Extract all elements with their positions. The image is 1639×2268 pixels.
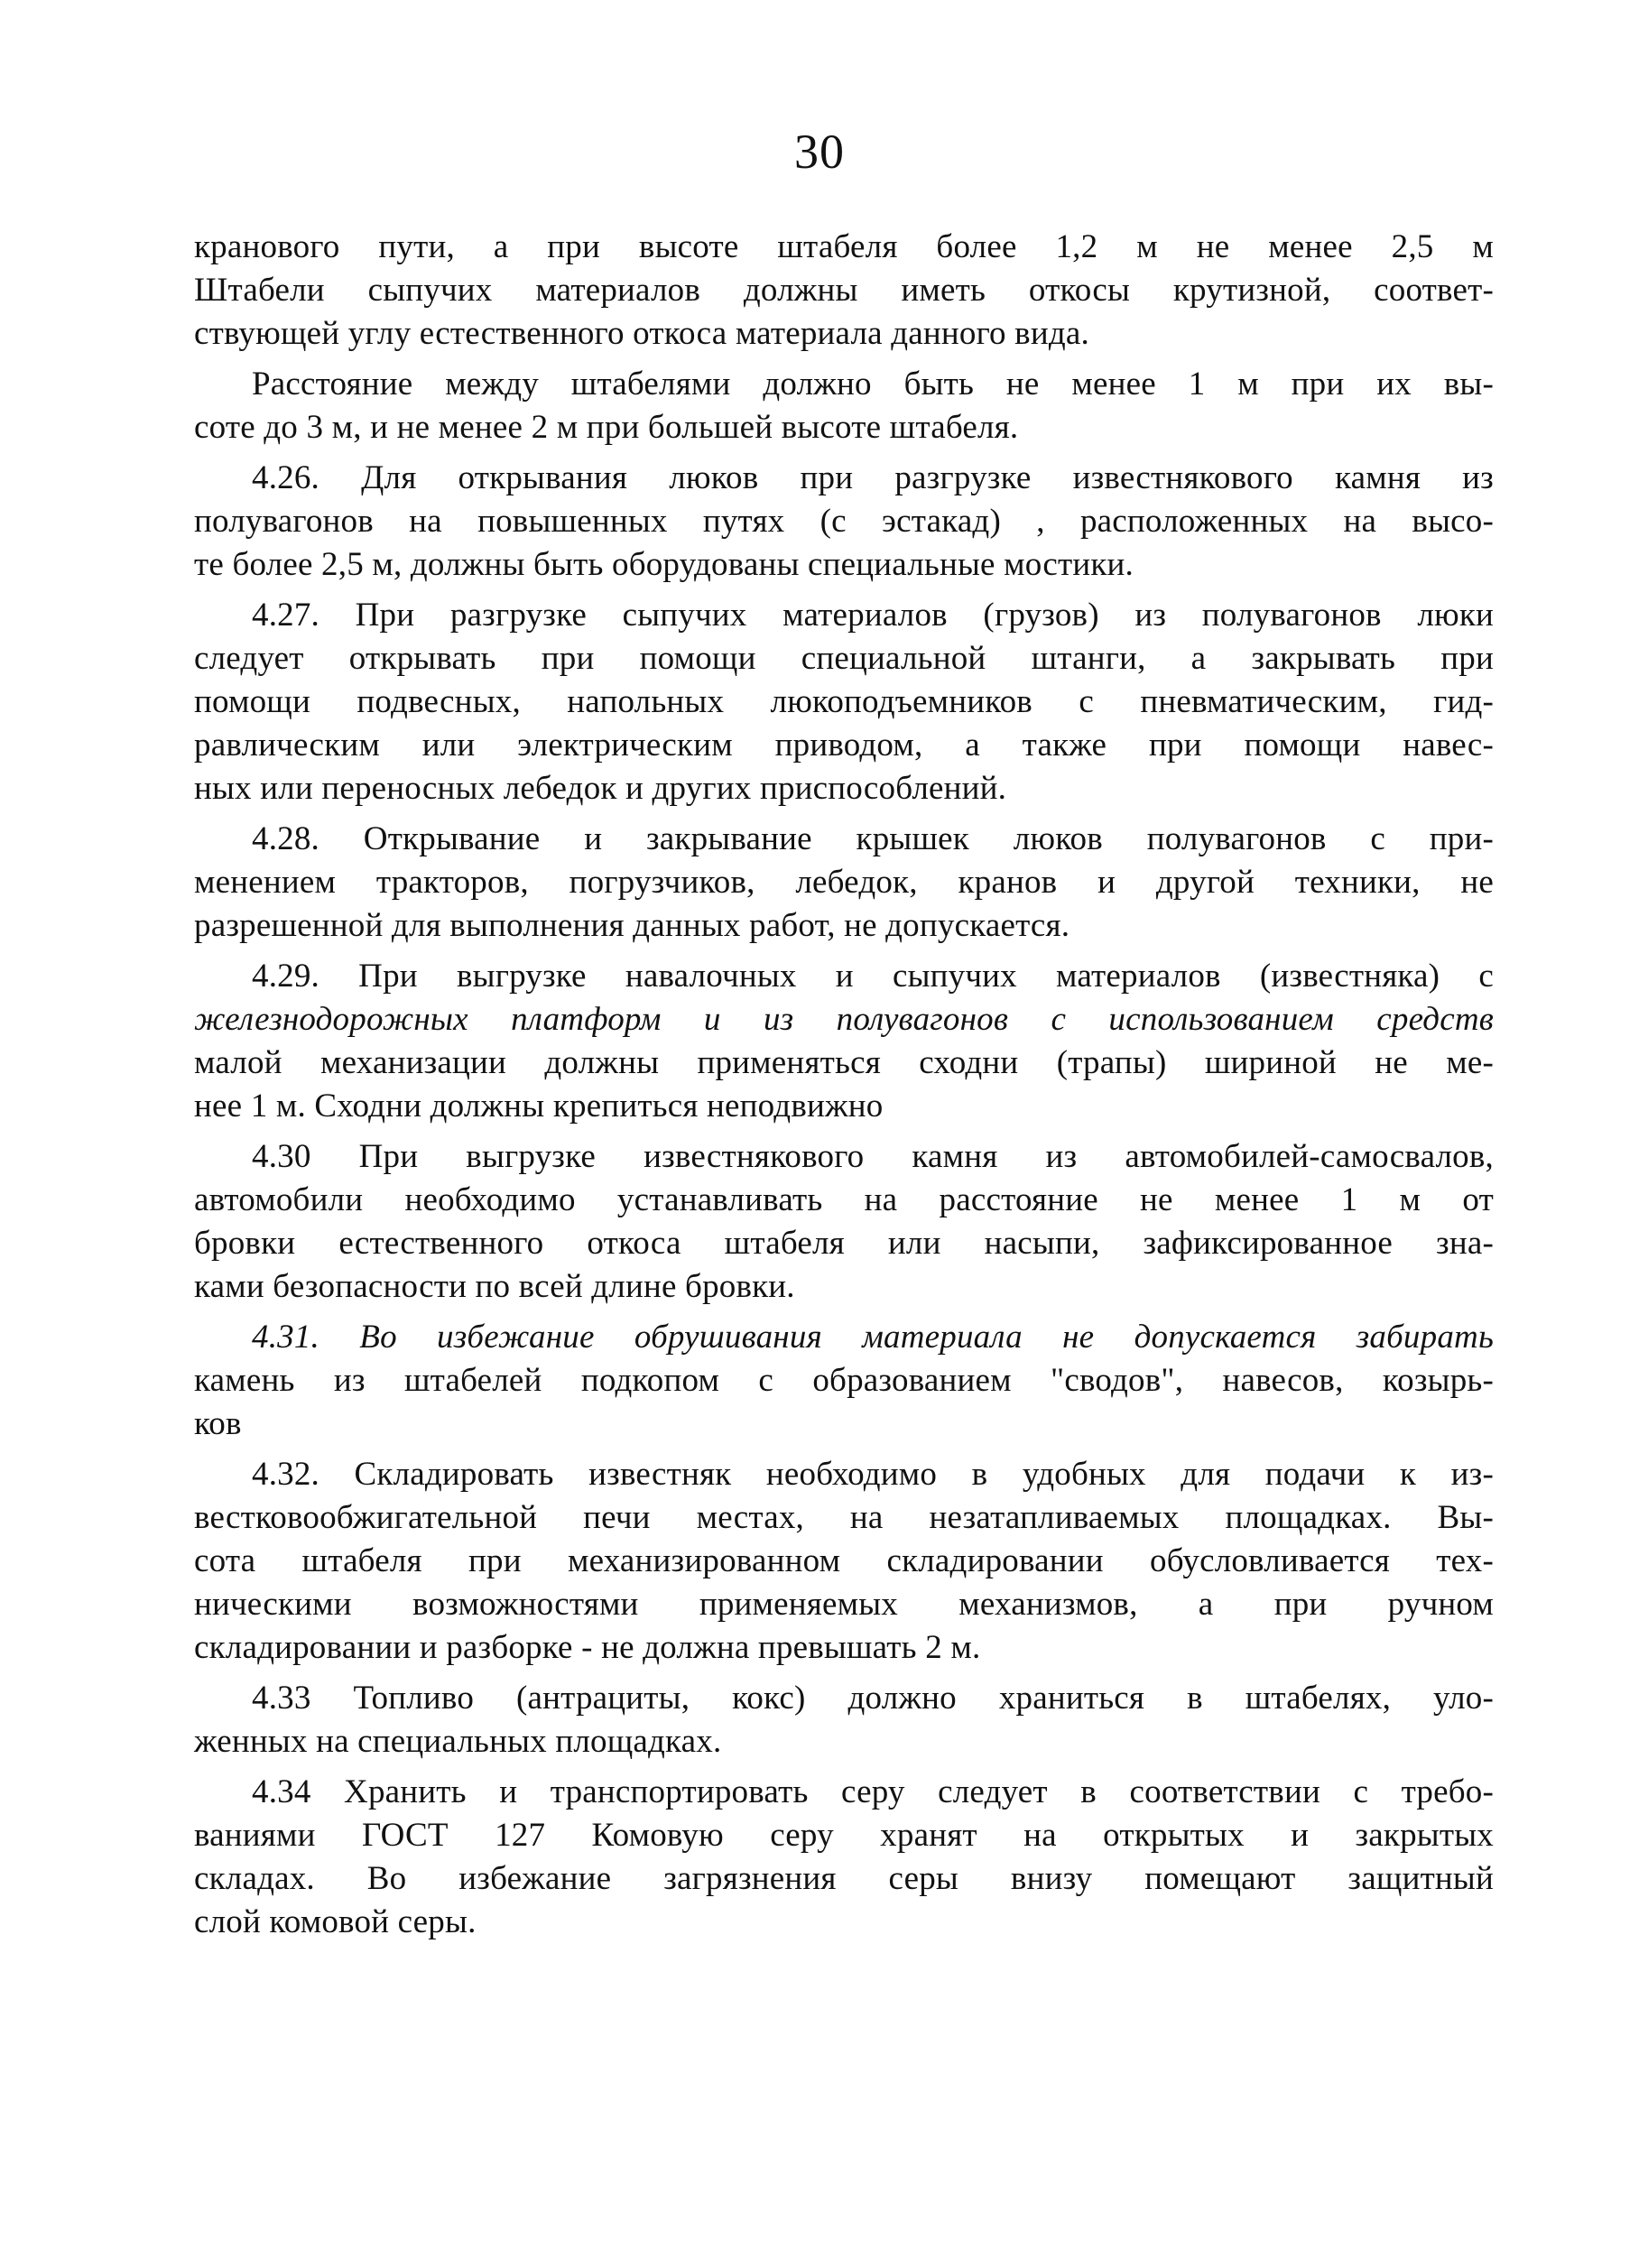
clause-4-31 xyxy=(194,1316,1494,1446)
clause-4-32 xyxy=(194,1453,1494,1670)
text-line: бровки естественного откоса штабеля или насыпи, зафиксированное зна- xyxy=(194,1225,1494,1262)
clause-4-30 xyxy=(194,1135,1494,1309)
body-text xyxy=(194,226,1494,1951)
text-line: ническими возможностями применяемых механизмов, а при ручном xyxy=(194,1586,1494,1623)
text-line: ваниями ГОСТ 127 Комовую серу хранят на открытых и закрытых xyxy=(194,1817,1494,1854)
text-line: кранового пути, а при высоте штабеля более 1,2 м не менее 2,5 м xyxy=(194,228,1494,265)
clause-4-33 xyxy=(194,1677,1494,1763)
text-line: камень из штабелей подкопом с образованием "сводов", навесов, козырь- xyxy=(194,1362,1494,1399)
clause-4-26 xyxy=(194,457,1494,587)
text-line: 4.32. Складировать известняк необходимо в удобных для подачи к из- xyxy=(252,1456,1494,1493)
text-line: 4.29. При выгрузке навалочных и сыпучих материалов (известняка) с xyxy=(252,958,1494,995)
text-line: 4.30 При выгрузке известнякового камня из автомобилей-самосвалов, xyxy=(252,1138,1494,1175)
page-number: 30 xyxy=(794,125,845,179)
text-line: нее 1 м. Сходни должны крепиться неподвижно xyxy=(194,1088,884,1125)
clause-4-27 xyxy=(194,594,1494,810)
text-line: вестковообжигательной печи местах, на незатапливаемых площадках. Вы- xyxy=(194,1499,1494,1536)
text-line: слой комовой серы. xyxy=(194,1903,477,1940)
paragraph-stack-spacing xyxy=(194,363,1494,449)
text-line: ков xyxy=(194,1405,242,1442)
text-line: ных или переносных лебедок и других приспособлений. xyxy=(194,770,1007,807)
text-line: те более 2,5 м, должны быть оборудованы специальные мостики. xyxy=(194,546,1134,583)
clause-4-28 xyxy=(194,818,1494,948)
text-line: складировании и разборке - не должна превышать 2 м. xyxy=(194,1629,981,1666)
text-line: менением тракторов, погрузчиков, лебедок, кранов и другой техники, не xyxy=(194,864,1494,901)
text-line: Штабели сыпучих материалов должны иметь откосы крутизной, соответ- xyxy=(194,272,1494,309)
text-line: 4.26. Для открывания люков при разгрузке известнякового камня из xyxy=(252,459,1494,496)
text-line: сота штабеля при механизированном складировании обусловливается тех- xyxy=(194,1542,1494,1579)
text-line: соте до 3 м, и не менее 2 м при большей высоте штабеля. xyxy=(194,409,1019,446)
text-line: ками безопасности по всей длине бровки. xyxy=(194,1268,795,1305)
clause-4-29 xyxy=(194,955,1494,1128)
text-line: полувагонов на повышенных путях (с эстакад) , расположенных на высо- xyxy=(194,503,1494,540)
text-line: равлическим или электрическим приводом, а также при помощи навес- xyxy=(194,727,1494,764)
clause-4-34 xyxy=(194,1771,1494,1944)
text-line: женных на специальных площадках. xyxy=(194,1723,722,1760)
text-line: помощи подвесных, напольных люкоподъемников с пневматическим, гид- xyxy=(194,683,1494,720)
text-line: малой механизации должны применяться сходни (трапы) шириной не ме- xyxy=(194,1044,1494,1081)
text-line: 4.34 Хранить и транспортировать серу следует в соответствии с требо- xyxy=(252,1773,1494,1810)
paragraph-continuation xyxy=(194,226,1494,356)
text-line: складах. Во избежание загрязнения серы внизу помещают защитный xyxy=(194,1860,1494,1897)
text-line: 4.27. При разгрузке сыпучих материалов (грузов) из полувагонов люки xyxy=(252,597,1494,634)
text-line: железнодорожных платформ и из полувагонов с использованием средств xyxy=(194,1001,1494,1038)
text-line: 4.28. Открывание и закрывание крышек люков полувагонов с при- xyxy=(252,820,1494,857)
text-line: разрешенной для выполнения данных работ, не допускается. xyxy=(194,907,1070,944)
text-line: следует открывать при помощи специальной штанги, а закрывать при xyxy=(194,640,1494,677)
text-line: автомобили необходимо устанавливать на расстояние не менее 1 м от xyxy=(194,1181,1494,1218)
text-line: 4.31. Во избежание обрушивания материала не допускается забирать xyxy=(252,1319,1494,1356)
text-line: Расстояние между штабелями должно быть не менее 1 м при их вы- xyxy=(252,366,1494,403)
text-line: ствующей углу естественного откоса материала данного вида. xyxy=(194,315,1089,352)
text-line: 4.33 Топливо (антрациты, кокс) должно храниться в штабелях, уло- xyxy=(252,1680,1494,1717)
